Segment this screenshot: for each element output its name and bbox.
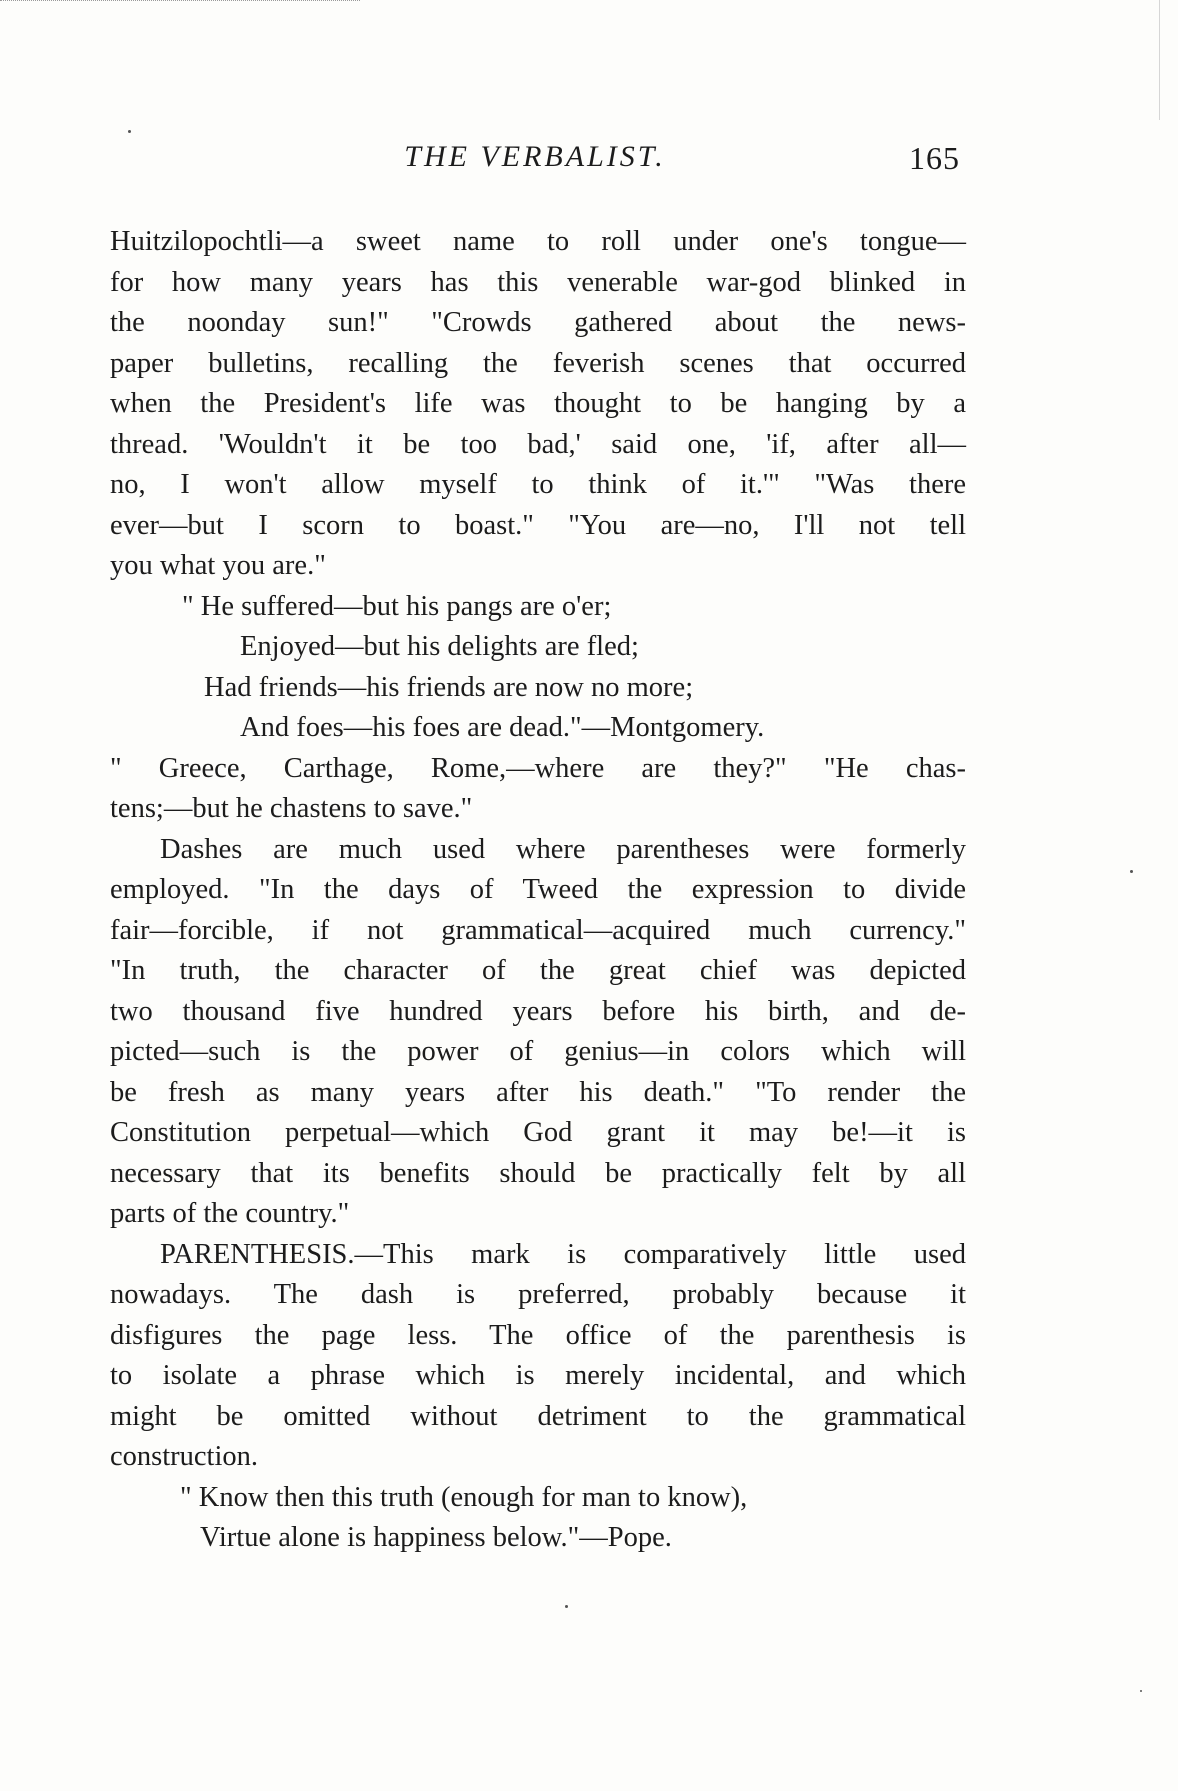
text-span: —This mark is comparatively little used bbox=[354, 1238, 966, 1270]
text-line: parts of the country." bbox=[110, 1198, 350, 1229]
paper-speck bbox=[1130, 870, 1133, 873]
running-header bbox=[110, 140, 960, 190]
verse-line: And foes—his foes are dead."—Montgomery. bbox=[240, 712, 765, 743]
text-line: Huitzilopochtli—a sweet name to roll under one's tongue— bbox=[110, 226, 966, 257]
page-edge-mark bbox=[0, 0, 360, 3]
text-line: for how many years has this venerable war-god blinked in bbox=[110, 266, 966, 298]
page-text bbox=[110, 222, 966, 1559]
text-line: be fresh as many years after his death." "To render the bbox=[110, 1076, 966, 1108]
text-line: the noonday sun!" "Crowds gathered about the news- bbox=[110, 307, 966, 338]
section-heading-parenthesis: PARENTHESIS. bbox=[160, 1238, 355, 1270]
text-line: nowadays. The dash is preferred, probably because it bbox=[110, 1279, 966, 1310]
text-line: to isolate a phrase which is merely incidental, and which bbox=[110, 1360, 966, 1391]
verse-quote-pope bbox=[110, 1478, 966, 1559]
text-line: necessary that its benefits should be practically felt by all bbox=[110, 1157, 966, 1189]
text-line: two thousand five hundred years before his birth, and de- bbox=[110, 995, 966, 1027]
text-line: thread. 'Wouldn't it be too bad,' said one, 'if, after all— bbox=[110, 428, 966, 460]
paper-speck bbox=[128, 130, 131, 133]
verse-line: Virtue alone is happiness below."—Pope. bbox=[200, 1522, 672, 1553]
paragraph-2 bbox=[110, 749, 966, 830]
verse-line: Enjoyed—but his delights are fled; bbox=[240, 631, 639, 662]
paragraph-3 bbox=[110, 830, 966, 1235]
text-line: Dashes are much used where parentheses were formerly bbox=[160, 833, 966, 865]
text-line bbox=[110, 1235, 966, 1276]
text-line: construction. bbox=[110, 1441, 259, 1472]
text-line: paper bulletins, recalling the feverish scenes that occurred bbox=[110, 347, 966, 379]
text-line: picted—such is the power of genius—in colors which will bbox=[110, 1036, 966, 1067]
text-line: " Greece, Carthage, Rome,—where are they?" "He chas- bbox=[110, 752, 966, 784]
text-line: Constitution perpetual—which God grant it may be!—it is bbox=[110, 1117, 966, 1148]
paragraph-parenthesis bbox=[110, 1235, 966, 1478]
text-line: you what you are." bbox=[110, 550, 326, 581]
text-line: might be omitted without detriment to the grammatical bbox=[110, 1400, 966, 1432]
text-line: when the President's life was thought to be hanging by a bbox=[110, 388, 966, 419]
text-line: fair—forcible, if not grammatical—acquired much currency." bbox=[110, 914, 966, 946]
text-line: ever—but I scorn to boast." "You are—no, I'll not tell bbox=[110, 509, 966, 541]
text-line: "In truth, the character of the great chief was depicted bbox=[110, 955, 966, 986]
verse-line: " Know then this truth (enough for man to know), bbox=[180, 1481, 748, 1513]
text-line: disfigures the page less. The office of the parenthesis is bbox=[110, 1319, 966, 1351]
verse-line: Had friends—his friends are now no more; bbox=[204, 671, 694, 703]
text-line: no, I won't allow myself to think of it.'" "Was there bbox=[110, 469, 966, 500]
page-edge-shadow bbox=[1159, 0, 1178, 120]
paper-speck bbox=[565, 1605, 568, 1608]
verse-line: " He suffered—but his pangs are o'er; bbox=[182, 590, 612, 622]
page-number: 165 bbox=[909, 140, 960, 176]
text-line: employed. "In the days of Tweed the expression to divide bbox=[110, 874, 966, 905]
text-line: tens;—but he chastens to save." bbox=[110, 793, 473, 824]
paper-speck bbox=[1140, 1690, 1142, 1692]
paragraph-1 bbox=[110, 222, 966, 587]
running-title: THE VERBALIST. bbox=[404, 140, 666, 173]
verse-quote-montgomery bbox=[110, 587, 966, 749]
